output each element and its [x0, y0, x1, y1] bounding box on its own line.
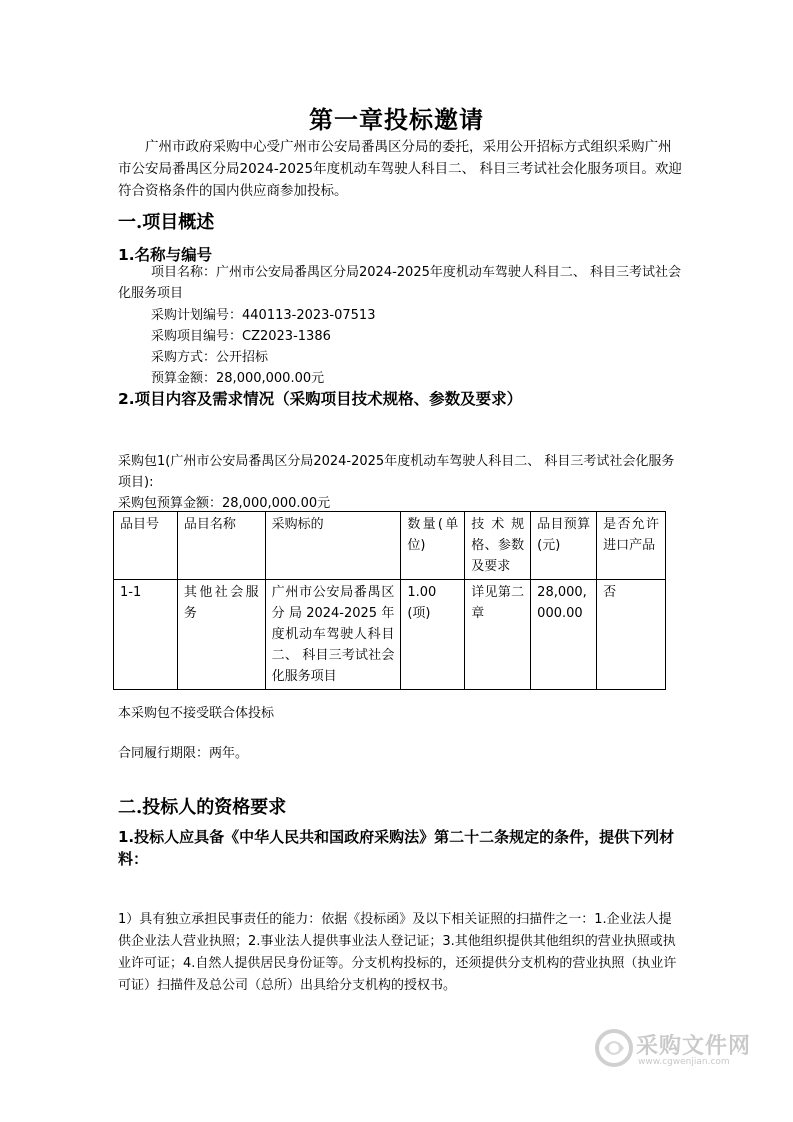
package-budget: 采购包预算金额：28,000,000.00元 — [118, 496, 331, 511]
plan-number-line — [151, 305, 375, 326]
table-row — [114, 580, 666, 690]
page-title: 第一章投标邀请 — [309, 105, 484, 134]
table-header-cell: 品目号 — [114, 512, 178, 580]
subsection-heading-name-and-number: 1.名称与编号 — [118, 246, 213, 264]
subsection-heading-qualification-conditions: 1.投标人应具备《中华人民共和国政府采购法》第二十二条规定的条件，提供下列材料： — [118, 828, 675, 868]
budget-line — [151, 368, 324, 389]
table-cell: 28,000,000.00 — [531, 580, 597, 690]
qualification-item-1: 1）具有独立承担民事责任的能力：依据《投标函》及以下相关证照的扫描件之一：1.企业法人提供企业法人营业执照；2.事业法人提供事业法人登记证；3.其他组织提供其他组织的营业执照或执业许可证；4.自然人提供居民身份证等。分支机构投标的，还须提供分支机构的营业执照（执业许可证）扫描件及总公司（总所）出具给分支机构的授权书。 — [118, 912, 677, 993]
table-header-cell: 品目预算(元) — [531, 512, 597, 580]
project-name-value: 广州市公安局番禺区分局2024-2025年度机动车驾驶人科目二、 科目三考试社会化服务项目 — [118, 265, 682, 301]
project-number-label: 采购项目编号： — [151, 329, 243, 344]
watermark-text: 采购文件网 — [636, 1034, 752, 1059]
plan-number-value: 440113-2023-07513 — [242, 308, 376, 323]
table-cell: 否 — [597, 580, 666, 690]
project-number-line — [151, 326, 331, 347]
watermark-url: www.cgwenjian.com — [638, 1057, 730, 1067]
table-header-cell: 品目名称 — [177, 512, 265, 580]
table-cell: 详见第二章 — [465, 580, 531, 690]
table-header-cell: 技术规格、参数及要求 — [465, 512, 531, 580]
table-cell: 1.00(项) — [401, 580, 465, 690]
table-cell: 1-1 — [114, 580, 178, 690]
project-name-label: 项目名称： — [151, 265, 217, 280]
table-header-cell: 数量(单位) — [401, 512, 465, 580]
package-description: 采购包1(广州市公安局番禺区分局2024-2025年度机动车驾驶人科目二、 科目三考试社会化服务项目): — [118, 454, 675, 490]
plan-number-label: 采购计划编号： — [151, 308, 243, 323]
watermark-logo-icon — [594, 1026, 634, 1070]
budget-label: 预算金额： — [151, 371, 217, 386]
table-cell: 其他社会服务 — [177, 580, 265, 690]
intro-paragraph: 广州市政府采购中心受广州市公安局番禺区分局的委托，采用公开招标方式组织采购广州市公安局番禺区分局2024-2025年度机动车驾驶人科目二、 科目三考试社会化服务项目。欢迎符合资格条件的国内供应商参加投标。 — [118, 139, 682, 199]
table-header-cell: 采购标的 — [265, 512, 401, 580]
procurement-method-label: 采购方式： — [151, 350, 217, 365]
consortium-note: 本采购包不接受联合体投标 — [118, 706, 275, 721]
table-cell: 广州市公安局番禺区分局2024-2025年度机动车驾驶人科目二、 科目三考试社会化服务项目 — [265, 580, 401, 690]
contract-period-note: 合同履行期限：两年。 — [118, 746, 249, 761]
procurement-method-line — [151, 347, 268, 368]
project-name-line — [118, 262, 684, 304]
budget-value: 28,000,000.00元 — [216, 371, 325, 386]
subsection-heading-project-content: 2.项目内容及需求情况（采购项目技术规格、参数及要求） — [118, 390, 523, 408]
section-heading-bidder-qualification: 二.投标人的资格要求 — [118, 797, 287, 818]
watermark — [594, 1026, 754, 1076]
project-number-value: CZ2023-1386 — [242, 329, 331, 344]
procurement-method-value: 公开招标 — [216, 350, 269, 365]
section-heading-project-overview: 一.项目概述 — [118, 212, 215, 233]
items-table — [113, 511, 666, 690]
table-header-row — [114, 512, 666, 580]
table-header-cell: 是否允许进口产品 — [597, 512, 666, 580]
